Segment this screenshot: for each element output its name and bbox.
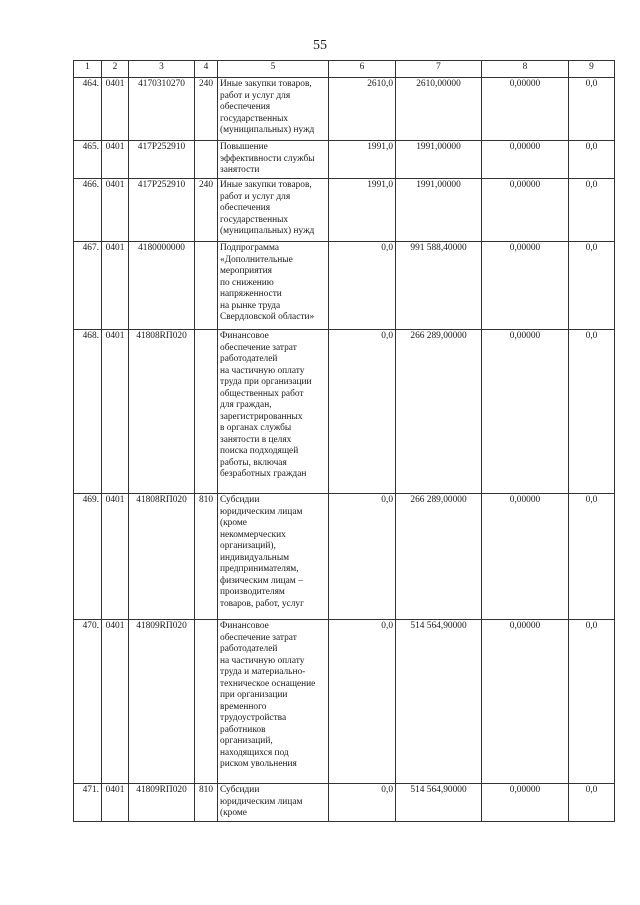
value-col6: 0,0 (329, 242, 396, 330)
table-row (74, 620, 615, 784)
value-col8: 0,00000 (482, 179, 569, 242)
expense-type: 240 (195, 179, 218, 242)
item-name: Субсидии юридическим лицам (кроме (218, 784, 329, 822)
target-code: 41809RП020 (129, 784, 195, 822)
value-col6: 1991,0 (329, 141, 396, 179)
row-number: 465. (74, 141, 102, 179)
value-col9: 0,0 (569, 78, 615, 141)
column-header: 3 (129, 61, 195, 78)
column-header: 7 (396, 61, 482, 78)
value-col9: 0,0 (569, 494, 615, 620)
section-code: 0401 (102, 330, 129, 494)
row-number: 467. (74, 242, 102, 330)
expense-type (195, 242, 218, 330)
target-code: 417P252910 (129, 179, 195, 242)
value-col7: 514 564,90000 (396, 620, 482, 784)
value-col9: 0,0 (569, 179, 615, 242)
value-col6: 0,0 (329, 784, 396, 822)
item-name: Финансовое обеспечение затрат работодателей на частичную оплату труда и материально- техническое оснащение при организации временного трудоустройства работников организаций, находящихся под риском увольнения (218, 620, 329, 784)
section-code: 0401 (102, 494, 129, 620)
value-col7: 514 564,90000 (396, 784, 482, 822)
value-col9: 0,0 (569, 141, 615, 179)
section-code: 0401 (102, 179, 129, 242)
expense-type: 810 (195, 494, 218, 620)
budget-table (73, 60, 615, 822)
column-header: 6 (329, 61, 396, 78)
table-row (74, 179, 615, 242)
section-code: 0401 (102, 141, 129, 179)
column-header: 2 (102, 61, 129, 78)
target-code: 417P252910 (129, 141, 195, 179)
value-col6: 2610,0 (329, 78, 396, 141)
item-name: Субсидии юридическим лицам (кроме некоммерческих организаций), индивидуальным предпринимателям, физическим лицам – производителям товаров, работ, услуг (218, 494, 329, 620)
row-number: 470. (74, 620, 102, 784)
item-name: Иные закупки товаров, работ и услуг для обеспечения государственных (муниципальных) нужд (218, 179, 329, 242)
value-col8: 0,00000 (482, 620, 569, 784)
item-name: Иные закупки товаров, работ и услуг для обеспечения государственных (муниципальных) нужд (218, 78, 329, 141)
value-col9: 0,0 (569, 784, 615, 822)
value-col9: 0,0 (569, 242, 615, 330)
table-row (74, 242, 615, 330)
table-row (74, 78, 615, 141)
item-name: Подпрограмма «Дополнительные мероприятия по снижению напряженности на рынке труда Свердловской области» (218, 242, 329, 330)
value-col6: 0,0 (329, 494, 396, 620)
expense-type (195, 330, 218, 494)
value-col7: 266 289,00000 (396, 494, 482, 620)
row-number: 471. (74, 784, 102, 822)
value-col8: 0,00000 (482, 784, 569, 822)
item-name: Повышение эффективности службы занятости (218, 141, 329, 179)
expense-type: 240 (195, 78, 218, 141)
section-code: 0401 (102, 784, 129, 822)
table-row (74, 330, 615, 494)
column-header: 8 (482, 61, 569, 78)
value-col6: 0,0 (329, 330, 396, 494)
column-header: 1 (74, 61, 102, 78)
target-code: 41808RП020 (129, 494, 195, 620)
item-name: Финансовое обеспечение затрат работодателей на частичную оплату труда при организации общественных работ для граждан, зарегистрированных в органах службы занятости в целях поиска подходящей работы, включая безработных граждан (218, 330, 329, 494)
value-col9: 0,0 (569, 330, 615, 494)
value-col7: 266 289,00000 (396, 330, 482, 494)
value-col8: 0,00000 (482, 242, 569, 330)
row-number: 468. (74, 330, 102, 494)
column-header: 5 (218, 61, 329, 78)
value-col8: 0,00000 (482, 78, 569, 141)
row-number: 464. (74, 78, 102, 141)
page-number: 55 (313, 38, 327, 53)
row-number: 466. (74, 179, 102, 242)
value-col6: 1991,0 (329, 179, 396, 242)
table-row (74, 784, 615, 822)
value-col7: 1991,00000 (396, 179, 482, 242)
value-col6: 0,0 (329, 620, 396, 784)
column-header: 9 (569, 61, 615, 78)
section-code: 0401 (102, 620, 129, 784)
table-row (74, 494, 615, 620)
section-code: 0401 (102, 242, 129, 330)
value-col7: 2610,00000 (396, 78, 482, 141)
expense-type (195, 141, 218, 179)
expense-type (195, 620, 218, 784)
value-col8: 0,00000 (482, 330, 569, 494)
target-code: 4170310270 (129, 78, 195, 141)
column-header: 4 (195, 61, 218, 78)
row-number: 469. (74, 494, 102, 620)
section-code: 0401 (102, 78, 129, 141)
value-col9: 0,0 (569, 620, 615, 784)
value-col8: 0,00000 (482, 141, 569, 179)
table-header-row (74, 61, 615, 78)
expense-type: 810 (195, 784, 218, 822)
table-row (74, 141, 615, 179)
target-code: 41808RП020 (129, 330, 195, 494)
value-col8: 0,00000 (482, 494, 569, 620)
target-code: 41809RП020 (129, 620, 195, 784)
value-col7: 991 588,40000 (396, 242, 482, 330)
value-col7: 1991,00000 (396, 141, 482, 179)
target-code: 4180000000 (129, 242, 195, 330)
